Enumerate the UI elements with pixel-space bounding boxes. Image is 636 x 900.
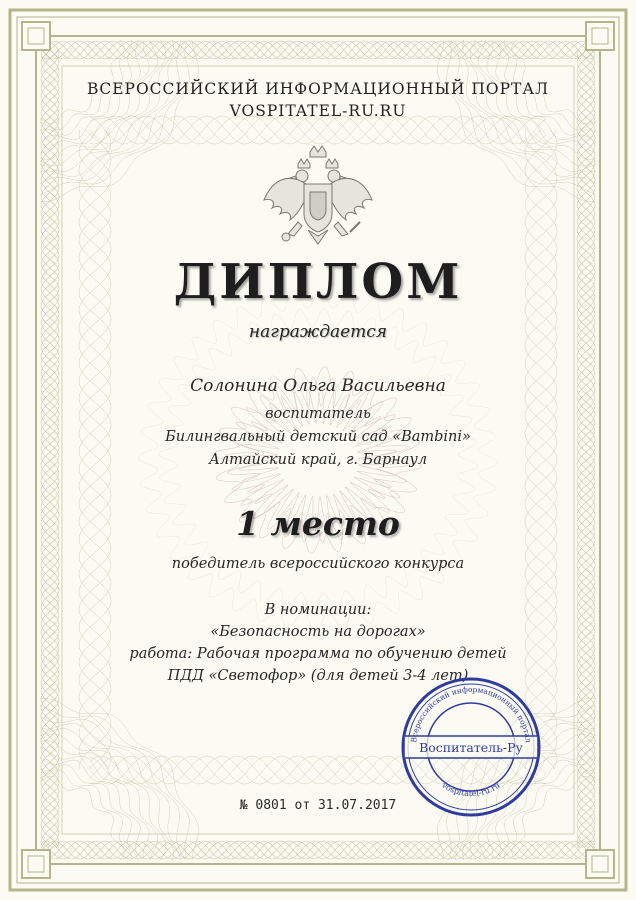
portal-name: ВСЕРОССИЙСКИЙ ИНФОРМАЦИОННЫЙ ПОРТАЛ [86, 80, 550, 98]
stamp-seal [400, 676, 542, 818]
stamp-center-text: Воспитатель-Ру [419, 740, 523, 755]
recipient-location: Алтайский край, г. Барнаул [208, 452, 428, 468]
portal-site: VOSPITATEL-RU.RU [229, 102, 407, 120]
svg-text:vospitatel-ru.ru [440, 780, 502, 798]
winner-status: победитель всероссийского конкурса [171, 556, 465, 572]
awarded-label: награждается [248, 322, 388, 342]
place-result: 1 место [236, 504, 400, 543]
recipient-position: воспитатель [265, 406, 371, 422]
nomination-name: «Безопасность на дорогах» [210, 624, 426, 640]
work-line-1: работа: Рабочая программа по обучению детей [129, 646, 507, 662]
work-line-2: ПДД «Светофор» (для детей 3-4 лет) [167, 668, 469, 684]
diploma-title: ДИПЛОМ [173, 254, 463, 310]
nomination-label: В номинации: [264, 602, 372, 618]
stamp-ring-top-text: Всероссийский информационный портал [409, 684, 533, 744]
recipient-name: Солонина Ольга Васильевна [190, 376, 446, 396]
recipient-organization: Билингвальный детский сад «Bambini» [165, 429, 471, 445]
double-headed-eagle-icon [258, 142, 378, 254]
stamp-ring-bottom-text: vospitatel-ru.ru [440, 780, 502, 799]
document-number: № 0801 от 31.07.2017 [239, 798, 397, 813]
